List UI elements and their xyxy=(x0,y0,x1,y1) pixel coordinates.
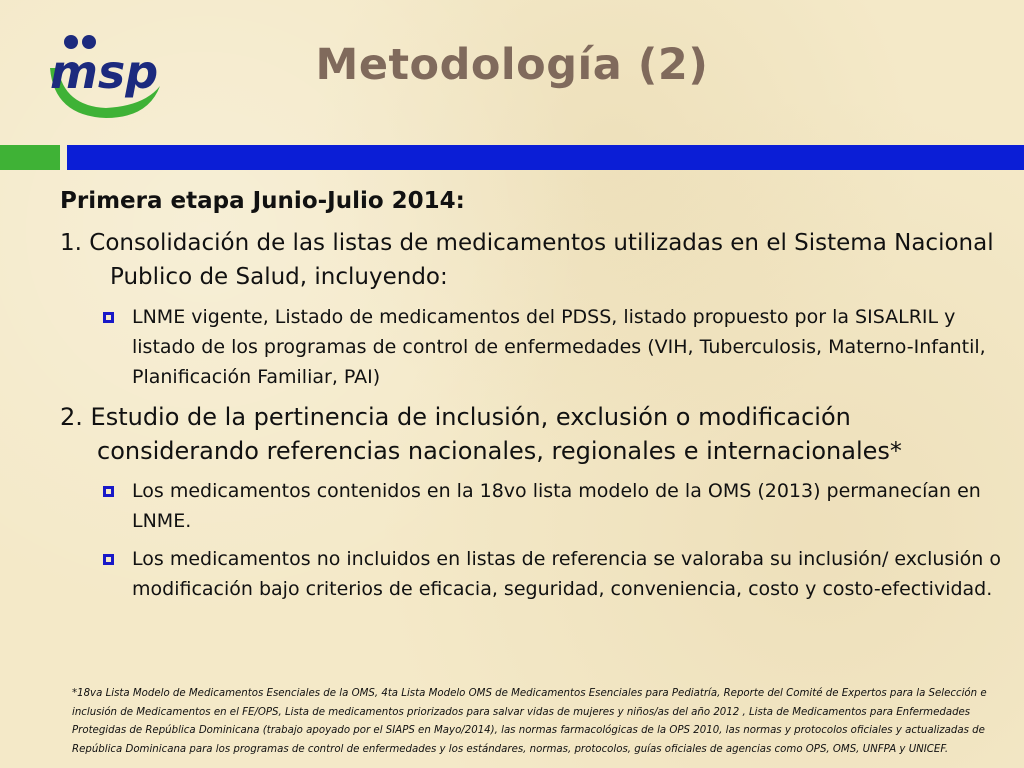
section-heading: Primera etapa Junio-Julio 2014: xyxy=(60,188,465,214)
sub-list-item-text: Los medicamentos no incluidos en listas de referencia se valoraba su inclusión/ exclusión o modificación bajo criterios de eficacia, seguridad, conveniencia, costo y costo-efectividad. xyxy=(132,548,1001,600)
list-item-2: 2. Estudio de la pertinencia de inclusión, exclusión o modificación considerando referencias nacionales, regionales e internacionales* xyxy=(60,403,902,465)
list-item-1: 1. Consolidación de las listas de medicamentos utilizadas en el Sistema Nacional Publico de Salud, incluyendo: xyxy=(60,230,994,290)
square-bullet-icon xyxy=(103,486,114,497)
blue-accent-bar xyxy=(67,145,1024,170)
square-bullet-icon xyxy=(103,554,114,565)
sub-list-item xyxy=(60,476,1010,536)
footnote: *18va Lista Modelo de Medicamentos Esenciales de la OMS, 4ta Lista Modelo OMS de Medicamentos Esenciales para Pediatría, Reporte del Comité de Expertos para la Selección e inclusión de Medicamentos en el FE/OPS, Lista de medicamentos priorizados para salvar vidas de mujeres y niños/as del año 2012 , Lista de Medicamentos para Enfermedades Protegidas de República Dominicana (trabajo apoyado por el SIAPS en Mayo/2014), las normas farmacológicas de la OPS 2010, las normas y protocolos oficiales y actualizadas de República Dominicana para los programas de control de enfermedades y los estándares, normas, protocolos, guías oficiales de agencias como OPS, OMS, UNFPA y UNICEF. xyxy=(72,688,987,755)
svg-text:msp: msp xyxy=(50,45,159,99)
sub-list-item xyxy=(60,544,1010,604)
sub-list-item-text: LNME vigente, Listado de medicamentos del PDSS, listado propuesto por la SISALRIL y listado de los programas de control de enfermedades (VIH, Tuberculosis, Materno-Infantil, Planificación Familiar, PAI) xyxy=(132,306,986,388)
sub-list-item xyxy=(60,302,1010,392)
square-bullet-icon xyxy=(103,312,114,323)
sub-list-item-text: Los medicamentos contenidos en la 18vo lista modelo de la OMS (2013) permanecían en LNME. xyxy=(132,480,981,532)
slide-body xyxy=(60,188,1010,612)
slide-title: Metodología (2) xyxy=(315,40,709,90)
green-accent-bar xyxy=(0,145,60,170)
